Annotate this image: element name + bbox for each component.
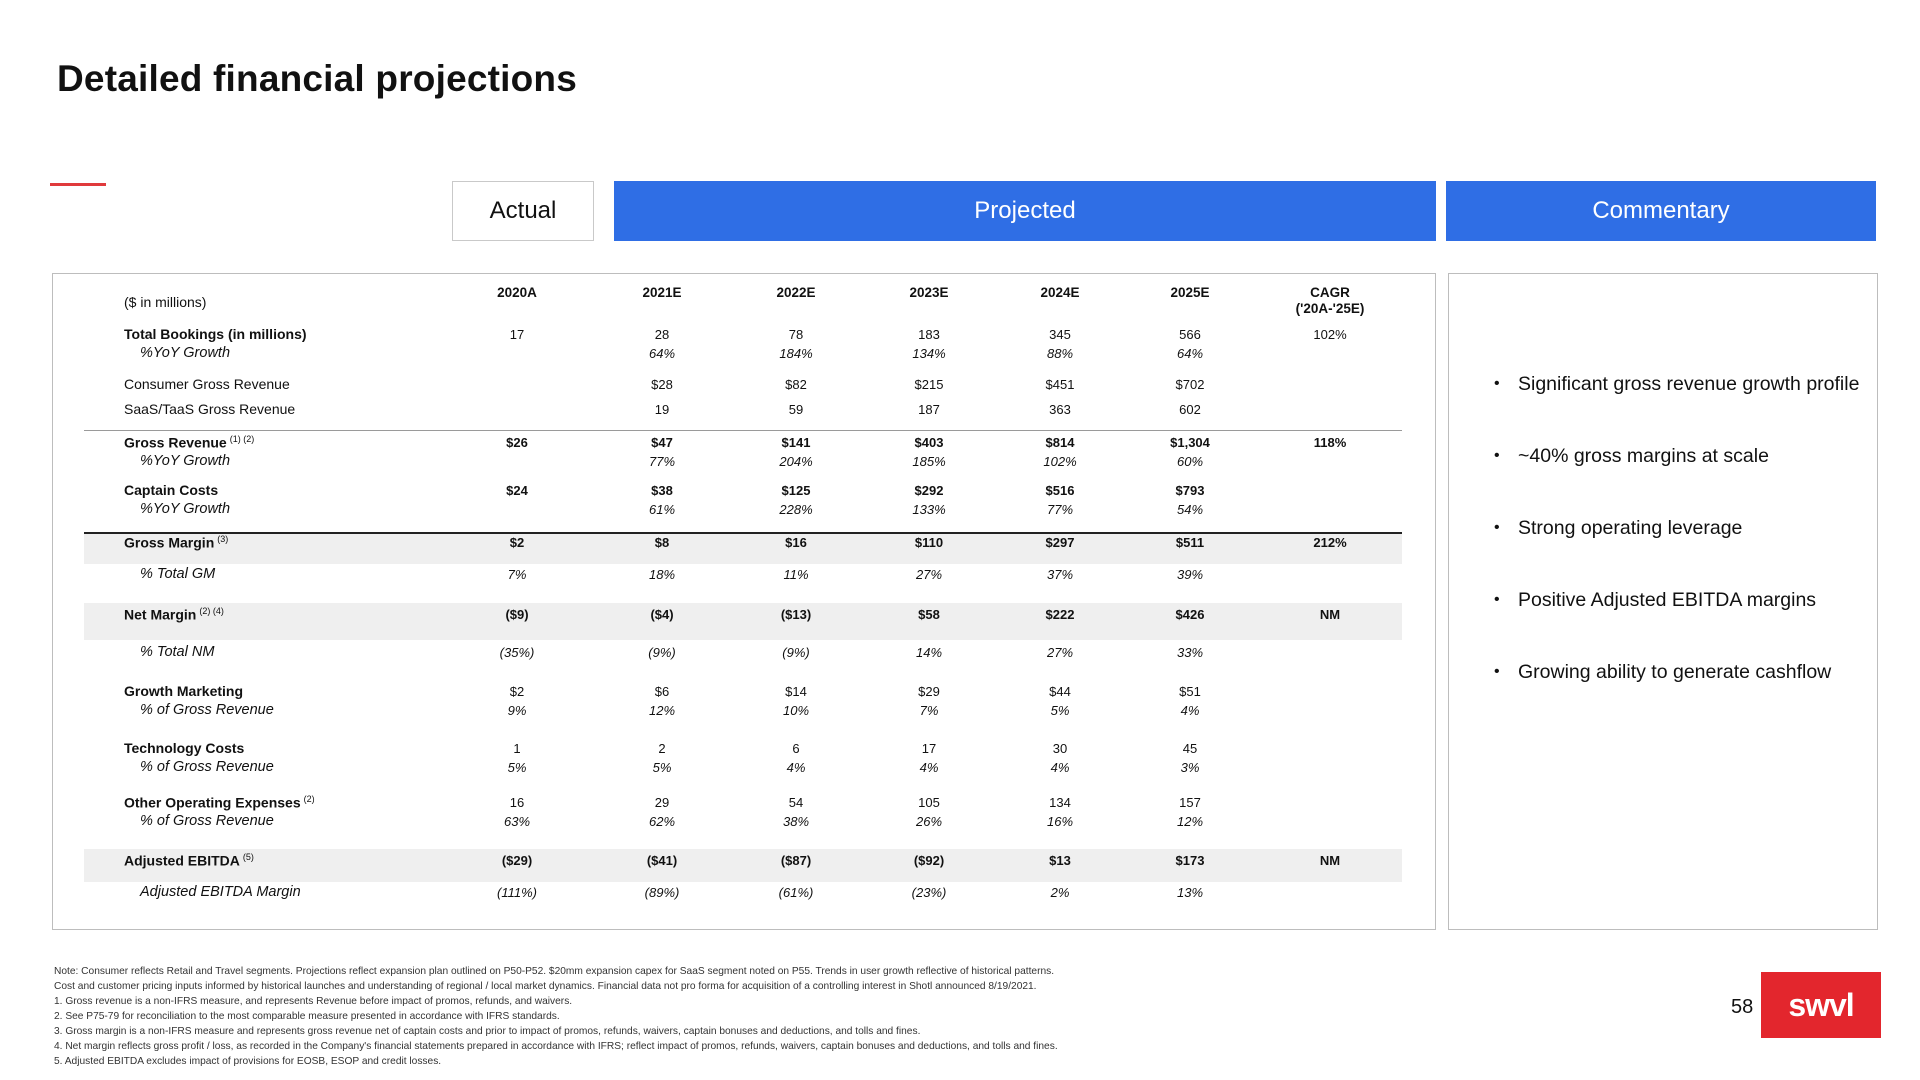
- table-cell: 27%: [1046, 645, 1074, 660]
- table-cell: (89%): [644, 885, 680, 900]
- table-cell: $516: [1045, 483, 1075, 498]
- row-label: [140, 884, 301, 900]
- table-cell: 134%: [912, 346, 946, 361]
- table-cell: $29: [918, 684, 940, 699]
- table-cell: $2: [509, 684, 525, 699]
- accent-line: [50, 183, 106, 186]
- page-number: 58: [1731, 996, 1754, 1018]
- table-cell: 7%: [919, 703, 939, 718]
- table-cell: 4%: [1180, 703, 1200, 718]
- cagr-cell: NM: [1319, 853, 1341, 868]
- row-label: [124, 794, 315, 811]
- commentary-item: • Strong operating leverage: [1490, 514, 1860, 542]
- table-cell: (61%): [778, 885, 814, 900]
- row-label-text: % Total NM: [140, 644, 215, 660]
- footnote-ref: (2): [303, 794, 315, 804]
- cagr-cell: 212%: [1313, 535, 1347, 550]
- table-cell: 105: [918, 795, 940, 810]
- table-cell: (9%): [782, 645, 810, 660]
- table-cell: $702: [1175, 377, 1205, 392]
- table-cell: 17: [509, 327, 525, 342]
- financial-table-frame: [52, 273, 1436, 930]
- table-cell: $26: [506, 435, 528, 450]
- row-label-text: Captain Costs: [124, 482, 219, 498]
- commentary-header: Commentary: [1446, 181, 1876, 241]
- table-cell: (35%): [499, 645, 535, 660]
- table-cell: 54: [788, 795, 804, 810]
- row-label: [124, 482, 218, 498]
- table-cell: 28: [654, 327, 670, 342]
- table-cell: ($4): [650, 607, 674, 622]
- row-label: [124, 434, 254, 451]
- cagr-cell: NM: [1319, 607, 1341, 622]
- table-cell: 4%: [919, 760, 939, 775]
- table-cell: 11%: [783, 567, 809, 582]
- table-cell: 566: [1179, 327, 1201, 342]
- row-label-text: Adjusted EBITDA Margin: [140, 884, 301, 900]
- row-label: [124, 683, 243, 699]
- commentary-item: • Positive Adjusted EBITDA margins: [1490, 586, 1860, 614]
- col-header-cagr: CAGR: [1310, 285, 1350, 300]
- table-cell: $426: [1175, 607, 1205, 622]
- footnote-line: 2. See P75-79 for reconciliation to the most comparable measure presented in accordance with IFRS standards.: [54, 1011, 560, 1022]
- table-cell: $16: [785, 535, 807, 550]
- table-cell: 5%: [507, 760, 527, 775]
- table-cell: $292: [914, 483, 944, 498]
- footnote-ref: (5): [242, 852, 254, 862]
- col-header-2021e: 2021E: [642, 285, 682, 300]
- row-label-text: Growth Marketing: [124, 683, 244, 699]
- table-cell: 12%: [648, 703, 676, 718]
- row-label-text: %YoY Growth: [140, 501, 231, 517]
- commentary-item: • Growing ability to generate cashflow: [1490, 658, 1860, 686]
- table-cell: 6: [792, 741, 800, 756]
- table-cell: 59: [788, 402, 804, 417]
- commentary-list: [1490, 370, 1860, 686]
- row-label-text: %YoY Growth: [140, 453, 231, 469]
- row-label-text: % of Gross Revenue: [140, 759, 274, 775]
- row-label: [124, 740, 244, 756]
- table-cell: 157: [1179, 795, 1201, 810]
- row-label-text: Gross Revenue: [124, 434, 227, 451]
- row-label: [140, 345, 230, 361]
- row-label: [124, 852, 254, 869]
- table-cell: $141: [781, 435, 811, 450]
- cagr-cell: 118%: [1313, 435, 1347, 450]
- table-cell: 10%: [782, 703, 810, 718]
- footnote-line: 3. Gross margin is a non-IFRS measure and represents gross revenue net of captain costs and prior to impact of promos, refunds, waivers, captain bonuses and deductions, and tolls and fines.: [54, 1026, 921, 1037]
- table-cell: 7%: [507, 567, 527, 582]
- table-cell: $38: [651, 483, 673, 498]
- table-cell: 102%: [1043, 454, 1077, 469]
- row-label-text: % of Gross Revenue: [140, 813, 274, 829]
- table-cell: $110: [914, 535, 944, 550]
- table-cell: 39%: [1176, 567, 1204, 582]
- table-cell: 19: [654, 402, 670, 417]
- page-title: Detailed financial projections: [57, 58, 578, 99]
- table-cell: 187: [918, 402, 940, 417]
- commentary-item: • ~40% gross margins at scale: [1490, 442, 1860, 470]
- table-cell: 204%: [779, 454, 813, 469]
- table-cell: 184%: [779, 346, 813, 361]
- table-cell: 16%: [1046, 814, 1074, 829]
- table-cell: $58: [918, 607, 940, 622]
- cagr-cell: 102%: [1313, 327, 1347, 342]
- table-cell: 16: [509, 795, 525, 810]
- table-cell: 64%: [648, 346, 676, 361]
- table-cell: $297: [1045, 535, 1075, 550]
- row-label-text: SaaS/TaaS Gross Revenue: [124, 401, 296, 417]
- col-header-2025e: 2025E: [1170, 285, 1210, 300]
- table-cell: ($41): [646, 853, 678, 868]
- col-header-cagr-range: ('20A-'25E): [1295, 301, 1365, 316]
- table-cell: ($87): [780, 853, 812, 868]
- table-cell: 30: [1052, 741, 1068, 756]
- col-header-2024e: 2024E: [1040, 285, 1080, 300]
- table-cell: 29: [654, 795, 670, 810]
- row-label: [124, 606, 224, 623]
- footnote-line: 4. Net margin reflects gross profit / loss, as recorded in the Company's financial statements prepared in accordance with IFRS; reflect impact of promos, refunds, waivers, captain bonuses and deductions, and tolls and fines.: [54, 1041, 1058, 1052]
- table-cell: 54%: [1176, 502, 1204, 517]
- table-cell: $44: [1049, 684, 1071, 699]
- row-label: [124, 326, 307, 342]
- col-header-2023e: 2023E: [909, 285, 949, 300]
- table-divider: [84, 430, 1402, 431]
- row-label: [124, 401, 295, 417]
- table-cell: $403: [914, 435, 944, 450]
- row-label-text: Adjusted EBITDA: [124, 852, 240, 869]
- row-label: [140, 501, 230, 517]
- table-cell: 12%: [1176, 814, 1204, 829]
- table-cell: 26%: [915, 814, 943, 829]
- table-cell: $14: [785, 684, 807, 699]
- actual-header: Actual: [452, 181, 594, 241]
- table-cell: 602: [1179, 402, 1201, 417]
- table-cell: 33%: [1176, 645, 1204, 660]
- table-cell: (9%): [648, 645, 676, 660]
- table-cell: 2: [658, 741, 666, 756]
- footnote-ref: (3): [217, 534, 229, 544]
- table-cell: $82: [785, 377, 807, 392]
- row-label: [140, 644, 214, 660]
- row-label: [140, 813, 274, 829]
- row-label-text: Other Operating Expenses: [124, 794, 301, 811]
- table-cell: 4%: [1050, 760, 1070, 775]
- row-label-text: %YoY Growth: [140, 345, 231, 361]
- table-cell: 18%: [648, 567, 676, 582]
- table-cell: 37%: [1046, 567, 1074, 582]
- table-cell: $6: [654, 684, 670, 699]
- table-cell: 13%: [1176, 885, 1204, 900]
- table-cell: 60%: [1176, 454, 1204, 469]
- table-cell: 1: [513, 741, 521, 756]
- table-cell: 4%: [786, 760, 806, 775]
- gross-margin-band: [84, 532, 1402, 564]
- table-cell: 45: [1182, 741, 1198, 756]
- table-cell: $28: [651, 377, 673, 392]
- col-header-2022e: 2022E: [776, 285, 816, 300]
- table-cell: 9%: [507, 703, 527, 718]
- footnote-ref: (2) (4): [199, 606, 224, 616]
- row-label-text: Total Bookings (in millions): [124, 326, 307, 342]
- row-label: [140, 702, 274, 718]
- table-cell: 14%: [915, 645, 943, 660]
- table-cell: $814: [1045, 435, 1075, 450]
- table-cell: 5%: [1050, 703, 1070, 718]
- table-cell: $8: [654, 535, 670, 550]
- table-cell: 3%: [1180, 760, 1200, 775]
- projected-header: Projected: [614, 181, 1436, 241]
- table-cell: $793: [1175, 483, 1205, 498]
- table-cell: 64%: [1176, 346, 1204, 361]
- footnote-line: Note: Consumer reflects Retail and Travel segments. Projections reflect expansion plan outlined on P50-P52. $20mm expansion capex for SaaS segment noted on P55. Trends in user growth reflective of historical patterns.: [54, 966, 1055, 977]
- table-cell: 17: [921, 741, 937, 756]
- row-label-text: % Total GM: [140, 566, 216, 582]
- table-cell: $125: [781, 483, 811, 498]
- table-cell: ($92): [913, 853, 945, 868]
- table-cell: $511: [1175, 535, 1205, 550]
- table-cell: $222: [1045, 607, 1075, 622]
- row-label: [140, 759, 274, 775]
- row-label: [140, 453, 230, 469]
- footnote-line: Cost and customer pricing inputs informed by historical launches and understanding of regional / local market dynamics. Financial data not pro forma for acquisition of a controlling interest in Shotl announced 8/19/2021.: [54, 981, 1037, 992]
- table-cell: 2%: [1050, 885, 1070, 900]
- unit-label: ($ in millions): [124, 294, 207, 310]
- table-cell: 183: [918, 327, 940, 342]
- table-cell: 62%: [648, 814, 676, 829]
- table-cell: (23%): [911, 885, 947, 900]
- table-cell: $13: [1049, 853, 1071, 868]
- footnotes: [54, 964, 1354, 1069]
- table-cell: $215: [914, 377, 944, 392]
- table-cell: (111%): [497, 885, 537, 900]
- table-cell: 27%: [915, 567, 943, 582]
- row-label: [140, 566, 215, 582]
- table-cell: 88%: [1046, 346, 1074, 361]
- table-cell: 363: [1049, 402, 1071, 417]
- table-cell: ($13): [780, 607, 812, 622]
- table-cell: 185%: [912, 454, 946, 469]
- table-cell: 134: [1049, 795, 1071, 810]
- footnote-line: 5. Adjusted EBITDA excludes impact of provisions for EOSB, ESOP and credit losses.: [54, 1056, 442, 1067]
- table-cell: 63%: [503, 814, 531, 829]
- table-cell: 133%: [912, 502, 946, 517]
- footnote-ref: (1) (2): [229, 434, 255, 444]
- swvl-logo: swvl: [1761, 972, 1881, 1038]
- row-label-text: Technology Costs: [124, 740, 245, 756]
- table-cell: ($9): [505, 607, 529, 622]
- table-cell: 38%: [782, 814, 810, 829]
- table-cell: 77%: [648, 454, 676, 469]
- table-cell: $1,304: [1170, 435, 1210, 450]
- table-cell: $173: [1175, 853, 1205, 868]
- col-header-2020a: 2020A: [497, 285, 537, 300]
- table-cell: 77%: [1046, 502, 1074, 517]
- table-cell: $24: [506, 483, 528, 498]
- row-label-text: Gross Margin: [124, 534, 215, 551]
- table-cell: $451: [1045, 377, 1075, 392]
- table-cell: 5%: [652, 760, 672, 775]
- row-label-text: Net Margin: [124, 606, 197, 623]
- table-cell: $2: [509, 535, 525, 550]
- row-label-text: % of Gross Revenue: [140, 702, 274, 718]
- table-cell: ($29): [501, 853, 533, 868]
- table-cell: $47: [651, 435, 673, 450]
- table-cell: 345: [1049, 327, 1071, 342]
- row-label-text: Consumer Gross Revenue: [124, 376, 290, 392]
- table-cell: $51: [1179, 684, 1201, 699]
- commentary-item: • Significant gross revenue growth profile: [1490, 370, 1860, 398]
- table-cell: 228%: [779, 502, 813, 517]
- table-cell: 78: [788, 327, 804, 342]
- footnote-line: 1. Gross revenue is a non-IFRS measure, and represents Revenue before impact of promos, refunds, and waivers.: [54, 996, 573, 1007]
- row-label: [124, 376, 290, 392]
- table-cell: 61%: [648, 502, 676, 517]
- table-divider-strong: [84, 532, 1402, 534]
- row-label: [124, 534, 228, 551]
